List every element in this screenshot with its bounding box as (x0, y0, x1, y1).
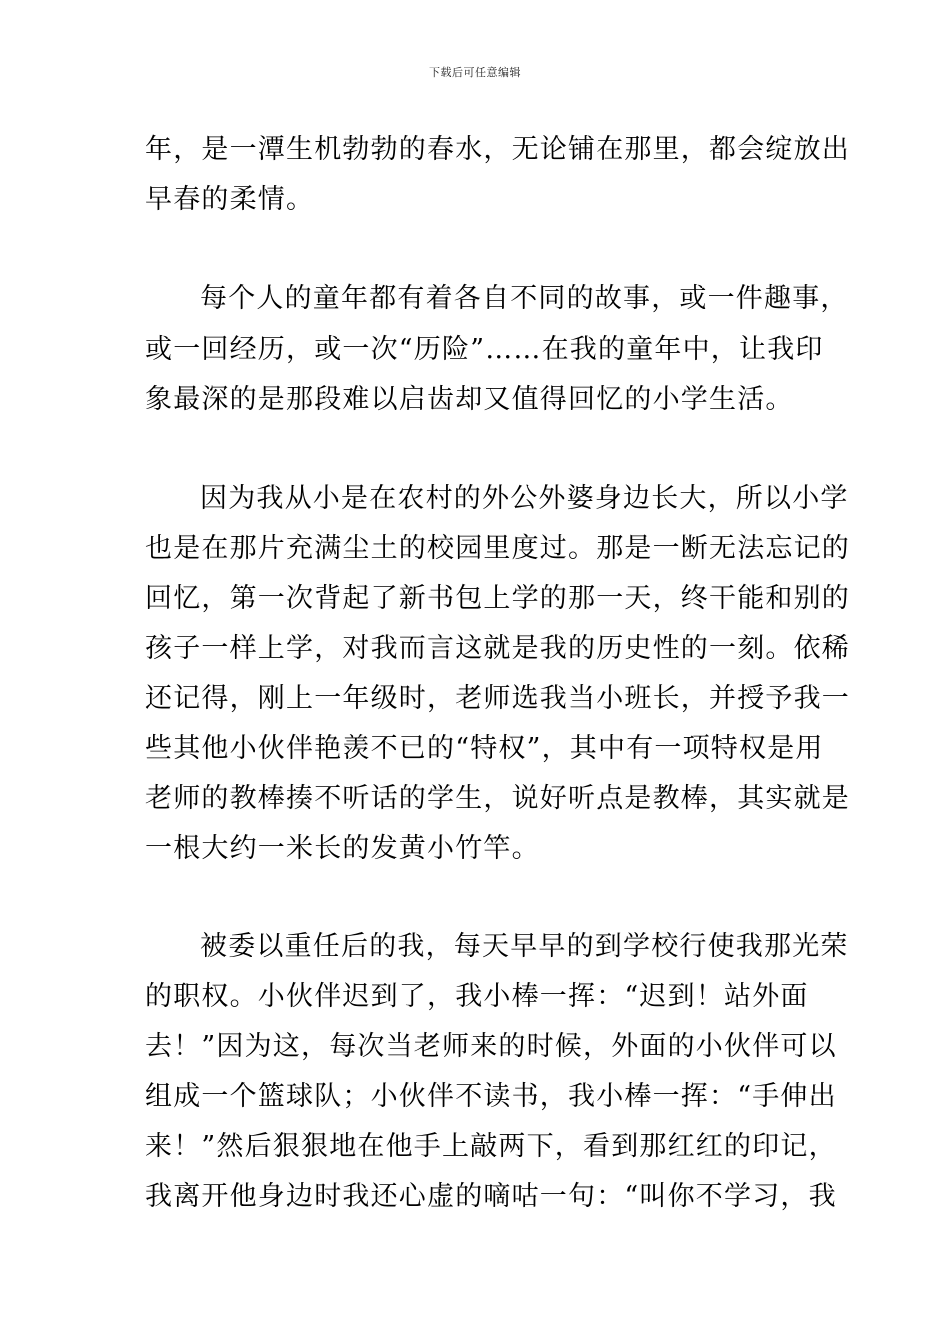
text-line: 年，是一潭生机勃勃的春水，无论铺在那里，都会绽放出 (145, 134, 850, 165)
text-line: 些其他小伙伴艳羡不已的“特权”，其中有一项特权是用 (145, 733, 824, 764)
text-line: 去！”因为这，每次当老师来的时候，外面的小伙伴可以 (145, 1031, 837, 1062)
text-line: 组成一个篮球队；小伙伴不读书，我小棒一挥：“手伸出 (145, 1081, 837, 1112)
paragraph-first-line: 因为我从小是在农村的外公外婆身边长大，所以小学 (200, 483, 849, 514)
paragraph-first-line: 每个人的童年都有着各自不同的故事，或一件趣事， (200, 283, 849, 314)
header-note: 下载后可任意编辑 (429, 66, 521, 79)
text-line: 还记得，刚上一年级时，老师选我当小班长，并授予我一 (145, 683, 850, 714)
text-line: 或一回经历，或一次“历险”……在我的童年中，让我印 (145, 334, 824, 365)
paragraph-first-line: 被委以重任后的我，每天早早的到学校行使我那光荣 (200, 931, 849, 962)
text-line: 来！”然后狠狠地在他手上敲两下，看到那红红的印记， (145, 1131, 837, 1162)
text-line: 早春的柔情。 (145, 184, 315, 215)
text-line: 也是在那片充满尘土的校园里度过。那是一断无法忘记的 (145, 533, 850, 564)
text-line: 老师的教棒揍不听话的学生，说好听点是教棒，其实就是 (145, 783, 850, 814)
text-line: 孩子一样上学，对我而言这就是我的历史性的一刻。依稀 (145, 633, 850, 664)
text-line: 回忆，第一次背起了新书包上学的那一天，终干能和别的 (145, 583, 850, 614)
text-line: 一根大约一米长的发黄小竹竿。 (145, 833, 540, 864)
text-line: 象最深的是那段难以启齿却又值得回忆的小学生活。 (145, 384, 794, 415)
text-line: 的职权。小伙伴迟到了，我小棒一挥：“迟到！站外面 (145, 981, 809, 1012)
text-line: 我离开他身边时我还心虚的嘀咕一句：“叫你不学习，我 (145, 1181, 837, 1212)
